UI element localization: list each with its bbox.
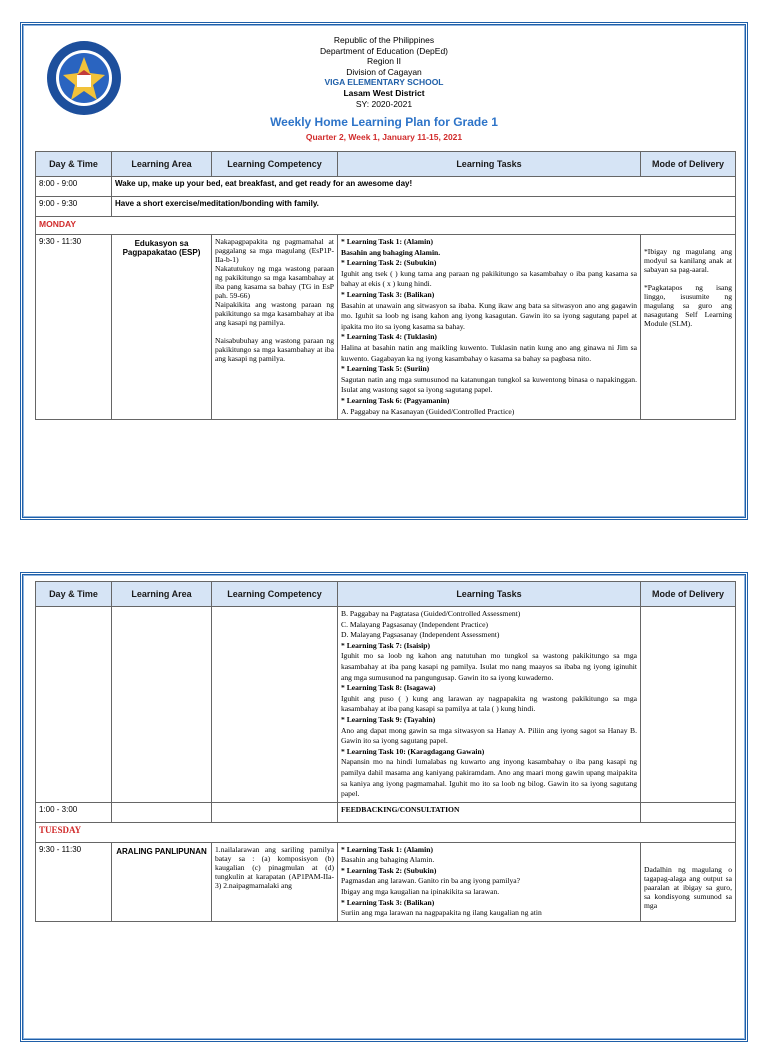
column-header: Learning Area (112, 152, 212, 177)
competency-item: Naipakikita ang wastong paraan ng pakikitungo sa mga kasambahay at iba ang kasapi ng pamilya. (215, 300, 334, 327)
table-row (36, 802, 736, 822)
task-heading: * Learning Task 5: (Suriin) (341, 364, 430, 374)
column-header: Day & Time (36, 582, 112, 607)
task-text: Halina at basahin natin ang maikling kuwento. Tuklasin natin kung ano ang ginawa ni Jim sa kuwento. Gagabayan ka ng iyong kasambahay o kasama sa bahay sa pagbasa nito. (341, 342, 637, 363)
table-row (36, 235, 736, 420)
district-name: Lasam West District (343, 87, 425, 98)
task-text: Iguhit mo sa loob ng kahon ang natutuhan mo tungkol sa wastong pakikitungo sa mga kasambahay at iba pang kasapi ng pamilya. Isulat mo nang maayos sa ibaba ng iyong iginuhit ang mga sumusunod na pangungusap. Gawin ito sa iyong kuwaderno. (341, 651, 637, 682)
school-name: VIGA ELEMENTARY SCHOOL (324, 77, 444, 88)
table-header-row (36, 152, 736, 177)
school-year: SY: 2020-2021 (355, 98, 413, 109)
column-header: Learning Competency (212, 152, 338, 177)
document-header (23, 25, 745, 151)
competency-cell (212, 235, 338, 420)
table-row (36, 607, 736, 803)
task-heading: * Learning Task 3: (Balikan) (341, 897, 435, 907)
task-heading: * Learning Task 2: (Subukin) (341, 258, 437, 268)
column-header: Day & Time (36, 152, 112, 177)
header-line-1: Republic of the Philippines (333, 35, 435, 45)
task-text: Sagutan natin ang mga sumusunod na katanungan tungkol sa kuwentong binasa o napakinggan. Isulat ang wastong sagot sa iyong sagutang papel. (341, 374, 637, 395)
learning-plan-table (35, 151, 736, 420)
header-line-4: Division of Cagayan (346, 66, 422, 77)
competency-cell: 1.nailalarawan ang sariling pamilya batay sa : (a) komposisyon (b) kaugalian (c) pinagmulan at (d) tungkulin at karapatan (AP1PAM-IIa-3) 2.naipagmamalaki ang (212, 842, 338, 921)
plan-page-2 (20, 572, 748, 1042)
task-heading: * Learning Task 6: (Pagyamanin) (341, 395, 450, 405)
mode-item: Dadalhin ng magulang o tagapag-alaga ang output sa paaralan at ibigay sa guro, sa kondisyong sumunod sa mga (644, 864, 732, 910)
task-heading: * Learning Task 10: (Karagdagang Gawain) (341, 746, 485, 756)
learning-area-cell: Edukasyon sa Pagpapakatao (ESP) (112, 235, 212, 420)
task-text: Ano ang dapat mong gawin sa mga sitwasyon sa Hanay A. Piliin ang iyong sagot sa Hanay B. Gawin ito sa iyong sagutang papel. (341, 725, 637, 746)
task-text: A. Paggabay na Kasanayan (Guided/Controlled Practice) (341, 406, 515, 416)
header-line-2: Department of Education (DepEd) (319, 45, 449, 56)
task-heading: * Learning Task 2: (Subukin) (341, 865, 437, 875)
activity-cell: Have a short exercise/meditation/bonding with family. (112, 197, 736, 217)
column-header: Mode of Delivery (641, 582, 736, 607)
task-heading: * Learning Task 1: (Alamin) (341, 237, 433, 246)
task-heading: * Learning Task 3: (Balikan) (341, 289, 435, 299)
time-cell: 9:30 - 11:30 (36, 842, 112, 921)
table-header-row (36, 582, 736, 607)
task-text: Iguhit ang tsek ( ) kung tama ang paraan ng pakikitungo sa kasambahay o iba pang kasama sa bahay at ekis ( x ) kung hindi. (341, 268, 637, 289)
task-text: Basahin ang bahaging Alamin. (341, 855, 435, 865)
plan-page-1 (20, 22, 748, 520)
task-text: Iguhit ang puso ( ) kung ang larawan ay nagpapakita ng wastong pakikitungo sa mga kasambahay at iba pang kasapi sa pamilya at tala ( ) kung hindi. (341, 693, 637, 714)
tasks-cell (338, 235, 641, 420)
task-text: Pagmasdan ang larawan. Ganito rin ba ang iyong pamilya? (341, 876, 521, 886)
competency-item: Nakatutukoy ng mga wastong paraan ng pakikitungo sa mga kasambahay at iba pang kasama sa bahay (TG in EsP pah. 59-66) (215, 264, 334, 300)
feedback-cell: FEEDBACKING/CONSULTATION (338, 802, 641, 822)
column-header: Learning Area (112, 582, 212, 607)
learning-area-cell: ARALING PANLIPUNAN (112, 842, 212, 921)
time-cell: 9:30 - 11:30 (36, 235, 112, 420)
tasks-cell (338, 607, 641, 803)
mode-item: *Ibigay ng magulang ang modyul sa kanilang anak at sabayan sa pag-aaral. (644, 247, 732, 274)
mode-item: *Pagkatapos ng isang linggo, isusumite ng magulang sa guro ang nasagutang Self Learning Module (SLM). (644, 283, 732, 328)
task-text: C. Malayang Pagsasanay (Independent Practice) (341, 619, 488, 629)
header-line-3: Region II (366, 56, 402, 67)
task-text: B. Paggabay na Pagtatasa (Guided/Controlled Assessment) (341, 609, 521, 618)
column-header: Mode of Delivery (641, 152, 736, 177)
time-cell: 9:00 - 9:30 (36, 197, 112, 217)
table-row (36, 842, 736, 921)
time-cell: 1:00 - 3:00 (36, 802, 112, 822)
task-heading: * Learning Task 4: (Tuklasin) (341, 332, 437, 342)
table-row (36, 197, 736, 217)
mode-cell (641, 842, 736, 921)
plan-subtitle: Quarter 2, Week 1, January 11-15, 2021 (305, 132, 463, 143)
day-row (36, 822, 736, 842)
task-heading: * Learning Task 1: (Alamin) (341, 844, 433, 854)
task-text: Napansin mo na hindi lumalabas ng kuwarto ang inyong kasambahay o iba pang kasapi ng pamilya dahil masama ang kaniyang pakiramdam. Ano ang maari mong gawin upang maipakita sa kaniya ang iyong pagmamahal. Iguhit mo ito sa loob ng bilog. Gawin ito sa iyong sagutang papel. (341, 757, 637, 799)
task-heading: * Learning Task 7: (Isaisip) (341, 640, 431, 650)
activity-cell: Wake up, make up your bed, eat breakfast, and get ready for an awesome day! (112, 177, 736, 197)
tasks-cell (338, 842, 641, 921)
mode-cell (641, 235, 736, 420)
task-text: Suriin ang mga larawan na nagpapakita ng ilang kaugalian ng atin (341, 908, 542, 918)
competency-item: Naisabubuhay ang wastong paraan ng pakikitungo sa mga kasambahay at iba ang kasapi ng pamilya. (215, 336, 334, 363)
column-header: Learning Competency (212, 582, 338, 607)
task-text: D. Malayang Pagsasanay (Independent Assessment) (341, 630, 500, 640)
day-label: MONDAY (36, 217, 736, 235)
time-cell: 8:00 - 9:00 (36, 177, 112, 197)
task-heading: * Learning Task 8: (Isagawa) (341, 683, 436, 693)
column-header: Learning Tasks (338, 582, 641, 607)
task-heading: Basahin ang bahaging Alamin. (341, 247, 441, 257)
deped-seal-logo (45, 39, 123, 117)
task-text: Basahin at unawain ang sitwasyon sa ibaba. Kung ikaw ang bata sa sitwasyon ano ang gagawin mo. Iguhit sa loob ng isang kahon ang iyong kasagutan. Gawin ito sa iyong sagutang papel at ipakita mo ito sa iyong kasama sa bahay. (341, 300, 637, 331)
day-label: TUESDAY (36, 822, 736, 842)
column-header: Learning Tasks (338, 152, 641, 177)
plan-title: Weekly Home Learning Plan for Grade 1 (270, 115, 498, 130)
task-heading: * Learning Task 9: (Tayahin) (341, 714, 436, 724)
learning-plan-table (35, 581, 736, 922)
day-row (36, 217, 736, 235)
task-text: Ibigay ang mga kaugalian na ipinakikita sa larawan. (341, 887, 500, 897)
table-row (36, 177, 736, 197)
competency-item: Nakapagpapakita ng pagmamahal at paggalang sa mga magulang (EsP1P-IIa-b-1) (215, 237, 334, 264)
